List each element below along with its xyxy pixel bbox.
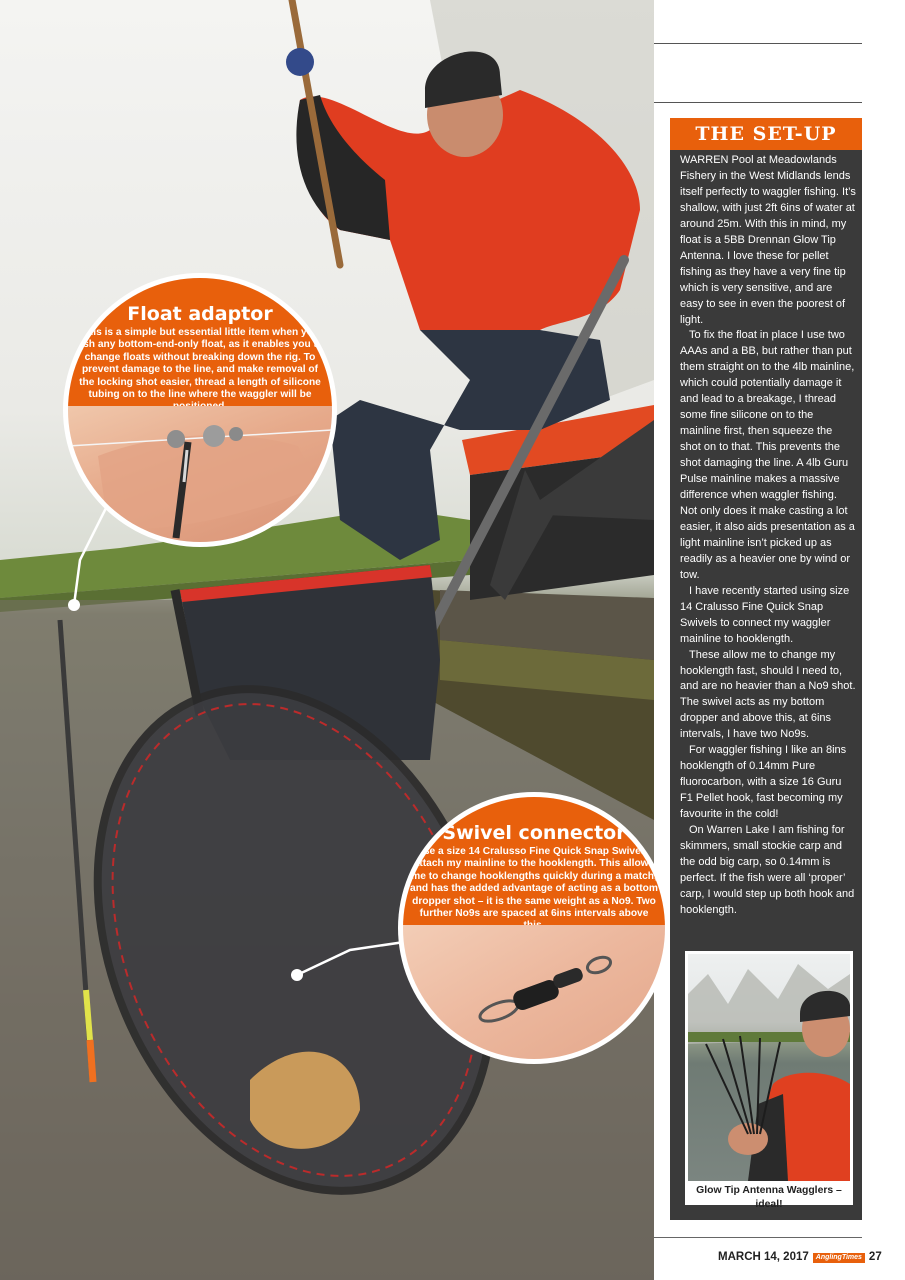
- swivel-connector-text: I use a size 14 Cralusso Fine Quick Snap Swivel to attach my mainline to the hooklength. This allows me to change hooklengths quickly during a match, and has the added advantage of acting as a bottom dropper shot – it is the same weight as a No9. Two further No9s are spaced at 6ins intervals above: [410, 846, 658, 920]
- float-adaptor-closeup-photo: [68, 406, 332, 542]
- swivel-connector-closeup-photo: [403, 925, 665, 1059]
- sidebar-paragraph: To fix the float in place I use two AAAs and a BB, but rather than put them straight on to the 4lb mainline, which could potentially damage it and lead to a breakage, I thread some fine silicone on to the mainline first, then squeeze the shot on to that. This prevents the shot damaging the line. A 4lb Guru Pulse mainline makes a massive difference when waggler fishing. Not only does it make casting a lot easier, it also aids presentation as a light mainline isn’t picked up as readily as a heavier one by wind or tow.: [680, 329, 855, 581]
- sidebar-title: THE SET-UP: [670, 118, 862, 150]
- swivel-connector-header: [403, 797, 665, 925]
- sidebar-paragraph: These allow me to change my hooklength fast, should I need to, and are no heavier than a No9 shot. The swivel acts as my bottom dropper and above this, at 6ins intervals, I have two No9s.: [680, 648, 856, 741]
- inset-caption: Glow Tip Antenna Wagglers – ideal!: [696, 1185, 842, 1210]
- inset-photo-frame: [685, 951, 853, 1210]
- sidebar-paragraph: I have recently started using size 14 Cralusso Fine Quick Snap Swivels to connect my waggler mainline to hooklength.: [680, 584, 850, 645]
- inset-photo: [688, 954, 850, 1181]
- issue-date: MARCH 14, 2017: [718, 1251, 809, 1263]
- float-adaptor-header: [68, 278, 332, 406]
- swivel-connector-title: Swivel connector: [442, 822, 626, 844]
- float-adaptor-text: This is a simple but essential little item when you fish any bottom-end-only float, as it enables you to change floats without breaking down the rig. To prevent damage to the line, and make removal of the locking shot easier, thread a length of silicone tubing on to the line where the waggler will be: [76, 327, 324, 401]
- page-number: 27: [868, 1251, 882, 1263]
- setup-sidebar: [670, 118, 862, 1220]
- page-footer: [718, 1249, 882, 1265]
- sidebar-body: [680, 153, 856, 919]
- shot-on-line-illustration: [68, 406, 332, 542]
- top-divider: [654, 43, 862, 44]
- footer-divider: [654, 1237, 862, 1238]
- sidebar-paragraph: On Warren Lake I am fishing for skimmers, small stockie carp and the odd big carp, so 0.14mm is perfect. If the fish were all ‘proper’ carp, I would step up both hook and hooklength.: [680, 824, 855, 916]
- sidebar-top-divider: [654, 102, 862, 103]
- swivel-illustration: [403, 925, 665, 1059]
- magazine-logo: AnglingTimes: [813, 1253, 865, 1263]
- swivel-connector-callout: [403, 797, 665, 1059]
- float-adaptor-title: Float adaptor: [127, 303, 273, 325]
- sidebar-paragraph: For waggler fishing I like an 8ins hooklength of 0.14mm Pure fluorocarbon, with a size 16 Guru F1 Pellet hook, fast becoming my favourite in the cold!: [680, 744, 847, 821]
- angler-holding-floats-illustration: [688, 954, 850, 1181]
- float-adaptor-callout: [68, 278, 332, 542]
- sidebar-paragraph: WARREN Pool at Meadowlands Fishery in the West Midlands lends itself perfectly to waggler fishing. It’s shallow, with just 2ft 6ins of water at around 25m. With this in mind, my float is a 5BB Drennan Glow Tip Antenna. I love these for pellet fishing as they have a very fine tip which is very sensitive, and are easy to see in even the poorest of light.: [680, 154, 856, 326]
